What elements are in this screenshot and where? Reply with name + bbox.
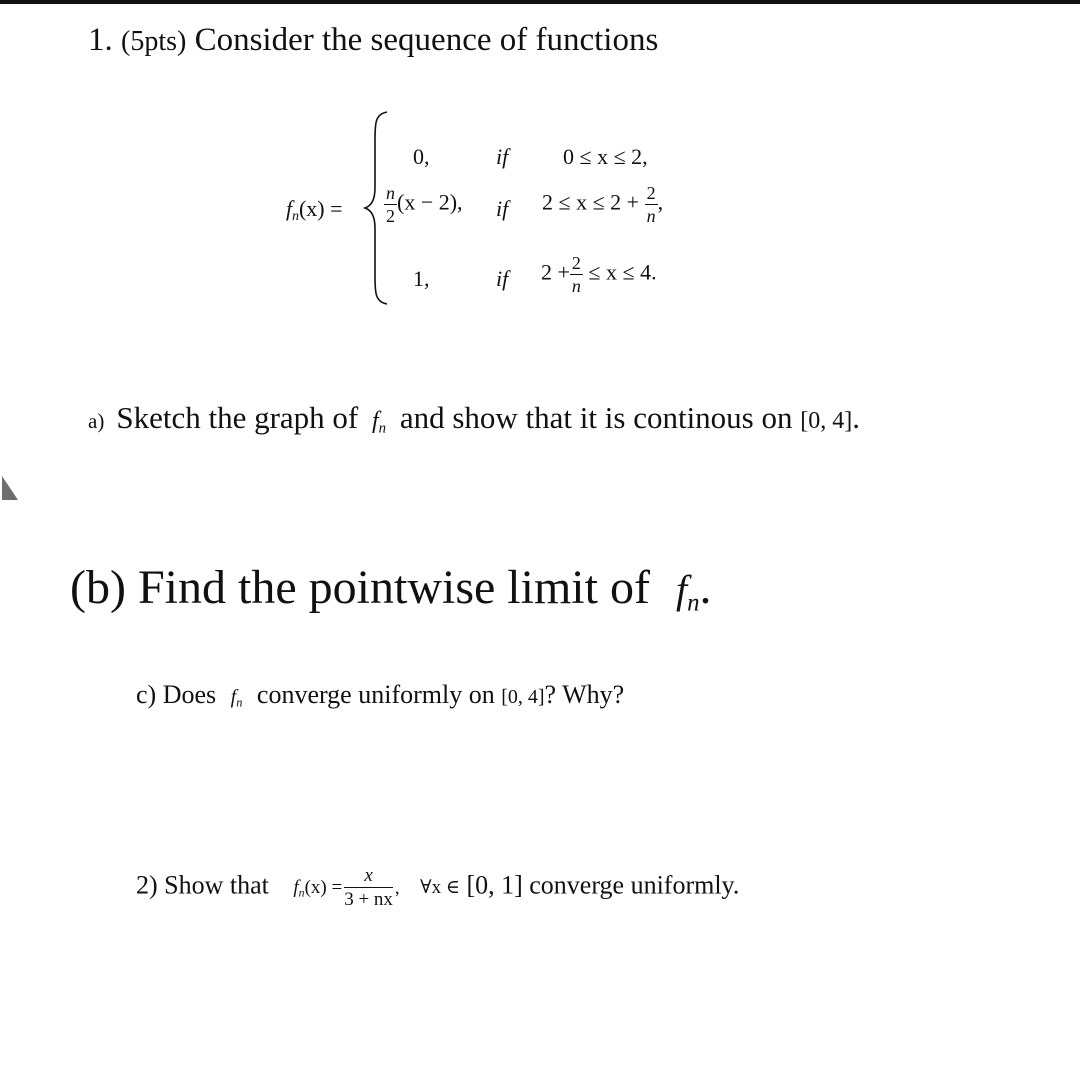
part-c-fn-sub: n bbox=[236, 695, 243, 710]
part-a-label: a) bbox=[88, 409, 105, 433]
problem-2-fn bbox=[293, 877, 342, 898]
part-a-text-after: and show that it is continous on bbox=[399, 400, 793, 435]
part-a-fn-sub: n bbox=[378, 420, 387, 437]
problem-2-fraction bbox=[344, 866, 393, 909]
case-2-cond-den: n bbox=[646, 206, 656, 226]
case-3-cond-tail: ≤ x ≤ 4. bbox=[588, 259, 657, 285]
part-a-interval: [0, 4] bbox=[800, 408, 853, 434]
problem-2-fn-f: f bbox=[293, 877, 299, 899]
lhs-f: f bbox=[286, 196, 293, 221]
part-b-end: . bbox=[699, 561, 712, 614]
problem-2-frac-den: 3 + nx bbox=[344, 889, 393, 910]
part-b-fn-f: f bbox=[675, 567, 688, 612]
case-2-num: n bbox=[386, 183, 395, 203]
problem-1-heading bbox=[88, 22, 658, 59]
case-2-cond-tail: , bbox=[657, 189, 664, 215]
part-c bbox=[136, 680, 624, 711]
part-c-fn-f: f bbox=[230, 686, 237, 708]
problem-intro: Consider the sequence of functions bbox=[194, 22, 659, 58]
case-2-value bbox=[384, 184, 463, 225]
case-1-value: 0, bbox=[413, 144, 430, 169]
problem-2-fn-sub: n bbox=[298, 887, 305, 900]
problem-2 bbox=[136, 866, 739, 909]
part-a-fn-f: f bbox=[371, 408, 379, 434]
part-b bbox=[70, 560, 712, 617]
case-2-rest: (x − 2), bbox=[397, 189, 463, 215]
case-2-condition bbox=[542, 184, 663, 225]
part-a-end: . bbox=[852, 400, 860, 435]
part-a bbox=[88, 400, 860, 437]
lhs-rest: (x) = bbox=[298, 196, 343, 221]
case-2-cond-num: 2 bbox=[646, 183, 656, 203]
case-2-cond-lead: 2 ≤ x ≤ 2 + bbox=[542, 189, 640, 215]
case-1-condition: 0 ≤ x ≤ 2, bbox=[563, 144, 648, 169]
problem-2-text-after: converge uniformly. bbox=[529, 870, 740, 900]
problem-2-interval: [0, 1] bbox=[466, 870, 523, 900]
function-lhs bbox=[286, 196, 343, 224]
part-c-text-after: ? Why? bbox=[544, 680, 625, 709]
problem-2-frac-num: x bbox=[344, 866, 393, 888]
problem-2-quantifier: ∀x ∈ bbox=[420, 877, 460, 899]
problem-2-fn-rest: (x) = bbox=[304, 877, 343, 899]
part-c-text-before: c) Does bbox=[136, 680, 217, 709]
case-3-if: if bbox=[496, 266, 509, 291]
part-c-interval: [0, 4] bbox=[501, 686, 545, 708]
problem-2-text-before: 2) Show that bbox=[136, 870, 269, 900]
part-b-text: (b) Find the pointwise limit of bbox=[70, 561, 650, 614]
case-3-condition bbox=[541, 254, 657, 295]
part-a-text-before: Sketch the graph of bbox=[116, 400, 359, 435]
part-c-fn bbox=[231, 686, 243, 708]
lhs-sub: n bbox=[292, 208, 299, 224]
case-2-if: if bbox=[496, 196, 509, 221]
case-3-cond-num: 2 bbox=[571, 253, 581, 273]
problem-number: 1. bbox=[88, 22, 113, 58]
top-border bbox=[0, 0, 1080, 4]
case-3-cond-den: n bbox=[571, 276, 581, 296]
case-2-den: 2 bbox=[386, 206, 395, 226]
part-b-fn bbox=[675, 567, 700, 617]
part-a-fn bbox=[371, 408, 387, 437]
problem-2-sep: , bbox=[394, 877, 400, 899]
page-marker-icon bbox=[2, 476, 18, 500]
case-3-cond-lead: 2 + bbox=[541, 259, 570, 285]
case-3-value: 1, bbox=[413, 266, 430, 291]
case-1-if: if bbox=[496, 144, 509, 169]
part-b-fn-sub: n bbox=[687, 589, 700, 617]
problem-points: (5pts) bbox=[121, 26, 187, 57]
part-c-text-mid: converge uniformly on bbox=[256, 680, 495, 709]
